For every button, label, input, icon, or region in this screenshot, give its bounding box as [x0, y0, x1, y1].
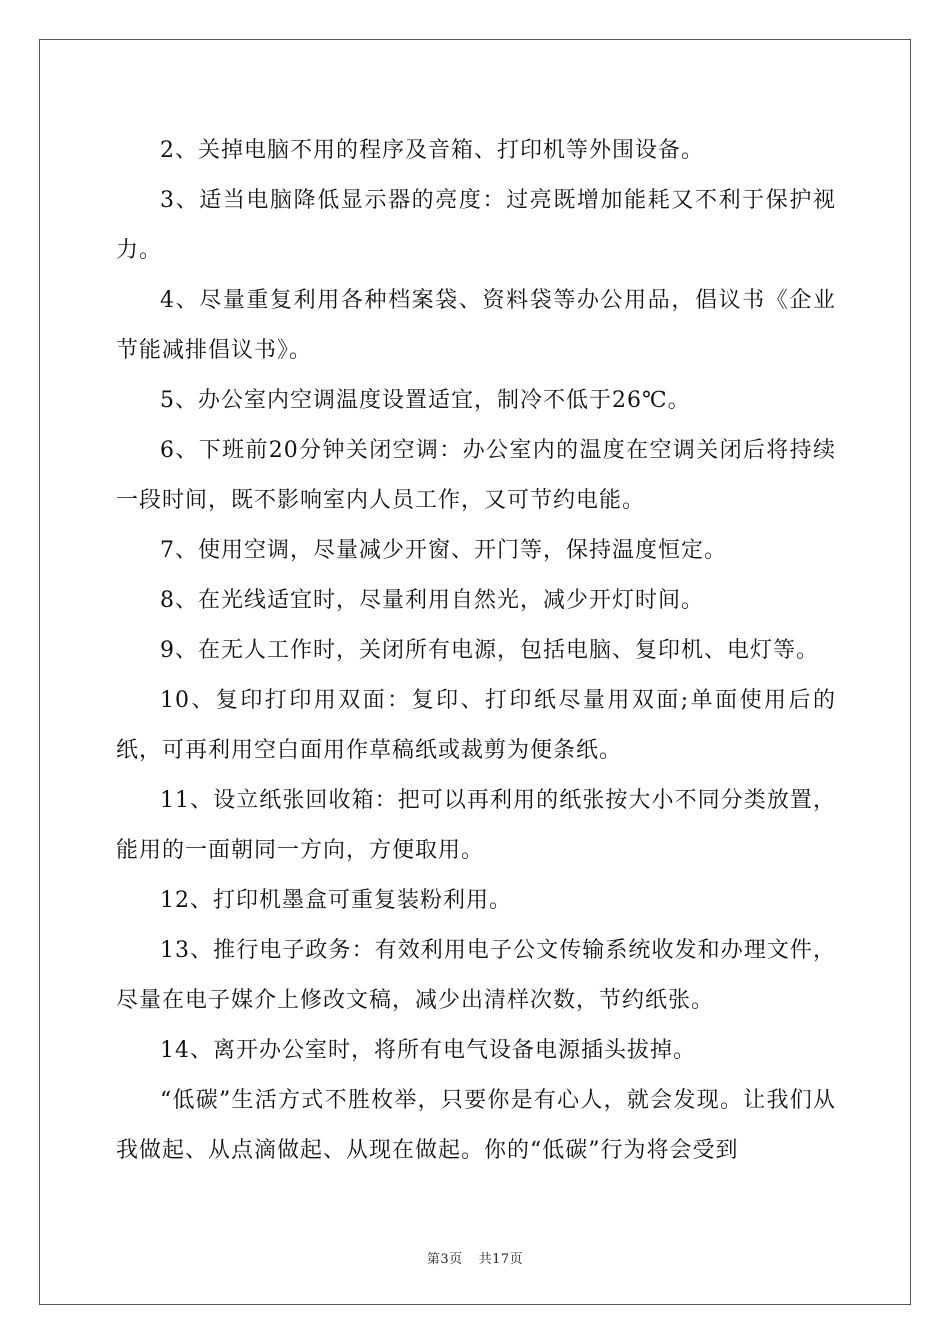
paragraph-item-7: 7、使用空调，尽量减少开窗、开门等，保持温度恒定。	[160, 538, 727, 563]
paragraph-item-9: 9、在无人工作时，关闭所有电源，包括电脑、复印机、电灯等。	[160, 638, 819, 663]
paragraph-item-5: 5、办公室内空调温度设置适宜，制冷不低于26℃。	[160, 388, 691, 413]
paragraph-item-12: 12、打印机墨盒可重复装粉利用。	[160, 888, 512, 913]
document-body	[116, 126, 836, 1176]
page-footer	[0, 1248, 950, 1267]
paragraph-item-13: 13、推行电子政务：有效利用电子公文传输系统收发和办理文件，尽量在电子媒介上修改文稿，减少出清样次数，节约纸张。	[116, 938, 836, 1013]
paragraph-item-11: 11、设立纸张回收箱：把可以再利用的纸张按大小不同分类放置，能用的一面朝同一方向，方便取用。	[116, 788, 836, 863]
paragraph-item-2: 2、关掉电脑不用的程序及音箱、打印机等外围设备。	[160, 138, 704, 163]
paragraph-item-6: 6、下班前20分钟关闭空调：办公室内的温度在空调关闭后将持续一段时间，既不影响室内人员工作，又可节约电能。	[116, 438, 836, 513]
paragraph-item-8: 8、在光线适宜时，尽量利用自然光，减少开灯时间。	[160, 588, 704, 613]
paragraph-item-14: 14、离开办公室时，将所有电气设备电源插头拔掉。	[160, 1038, 696, 1063]
page-number: 第3页	[426, 1252, 463, 1267]
paragraph-closing: “低碳”生活方式不胜枚举，只要你是有心人，就会发现。让我们从我做起、从点滴做起、从现在做起。你的“低碳”行为将会受到	[116, 1088, 836, 1163]
paragraph-item-10: 10、复印打印用双面：复印、打印纸尽量用双面;单面使用后的纸，可再利用空白面用作草稿纸或裁剪为便条纸。	[116, 688, 836, 763]
paragraph-item-3: 3、适当电脑降低显示器的亮度：过亮既增加能耗又不利于保护视力。	[116, 188, 836, 263]
paragraph-item-4: 4、尽量重复利用各种档案袋、资料袋等办公用品，倡议书《企业节能减排倡议书》。	[116, 288, 836, 363]
page-total: 共17页	[478, 1252, 524, 1267]
